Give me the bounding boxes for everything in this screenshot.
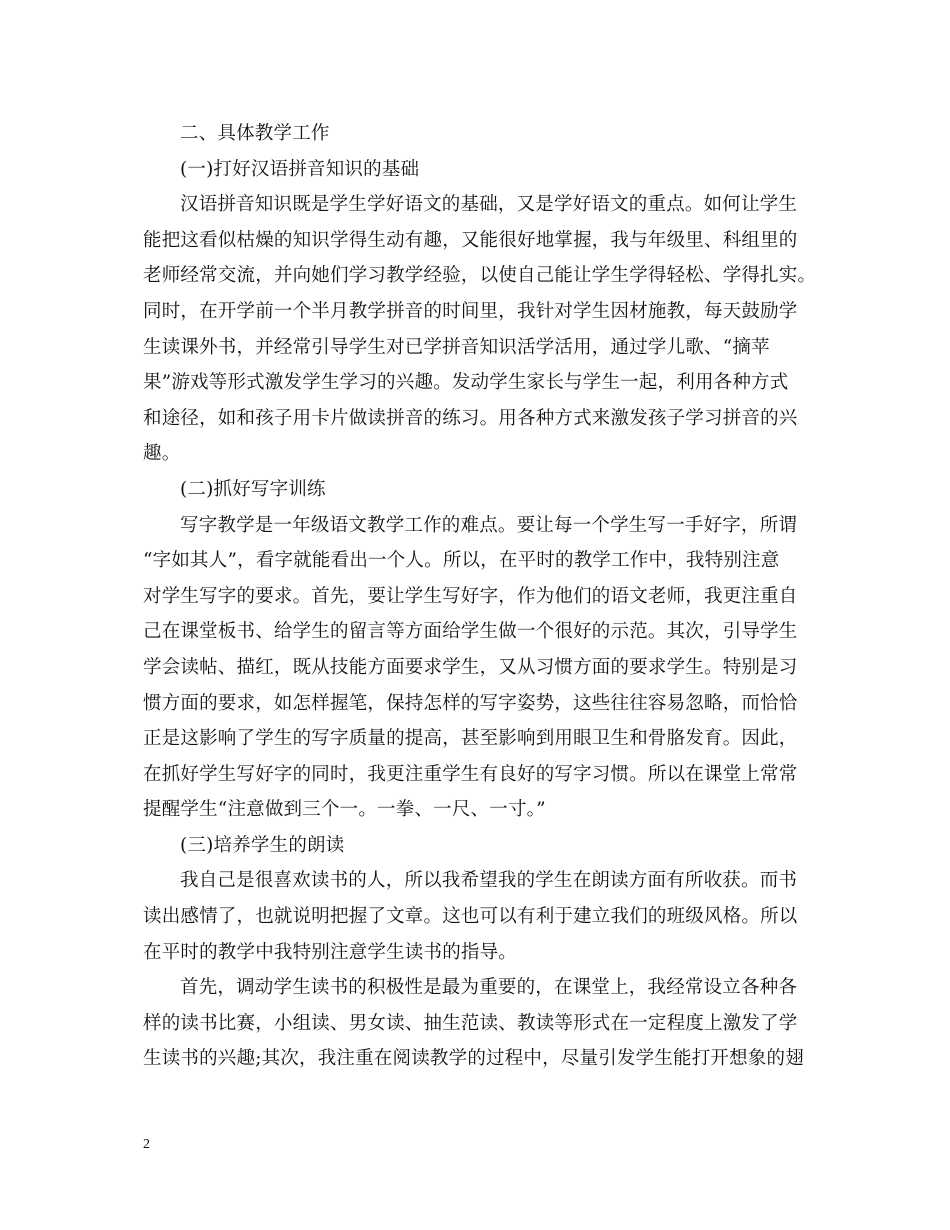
text-line: 首先，调动学生读书的积极性是最为重要的，在课堂上，我经常设立各种各 xyxy=(180,977,798,999)
text-line: (一)打好汉语拼音知识的基础 xyxy=(180,158,420,180)
text-line: 生读书的兴趣;其次，我注重在阅读教学的过程中，尽量引发学生能打开想象的翅 xyxy=(143,1048,804,1070)
text-line: 汉语拼音知识既是学生学好语文的基础，又是学好语文的重点。如何让学生 xyxy=(180,194,798,216)
text-line: 生读课外书，并经常引导学生对已学拼音知识活学活用，通过学儿歌、“摘苹 xyxy=(143,336,770,358)
text-line: 正是这影响了学生的写字质量的提高，甚至影响到用眼卫生和骨胳发育。因此， xyxy=(143,728,798,750)
text-line: 学会读帖、描红，既从技能方面要求学生，又从习惯方面的要求学生。特别是习 xyxy=(143,656,798,678)
text-line: 提醒学生“注意做到三个一。一拳、一尺、一寸。” xyxy=(143,799,546,821)
text-line: 老师经常交流，并向她们学习教学经验，以使自己能让学生学得轻松、学得扎实。 xyxy=(143,265,817,287)
text-line: 和途径，如和孩子用卡片做读拼音的练习。用各种方式来激发孩子学习拼音的兴 xyxy=(143,407,798,429)
text-line: 趣。 xyxy=(143,443,181,465)
text-line: (三)培养学生的朗读 xyxy=(180,834,345,856)
text-line: 能把这看似枯燥的知识学得生动有趣，又能很好地掌握，我与年级里、科组里的 xyxy=(143,229,798,251)
page-number: 2 xyxy=(143,1137,150,1152)
text-line: 在平时的教学中我特别注意学生读书的指导。 xyxy=(143,941,518,963)
text-line: 果”游戏等形式激发学生学习的兴趣。发动学生家长与学生一起，利用各种方式 xyxy=(143,372,789,394)
text-line: 惯方面的要求，如怎样握笔，保持怎样的写字姿势，这些往往容易忽略，而恰恰 xyxy=(143,692,798,714)
text-line: 写字教学是一年级语文教学工作的难点。要让每一个学生写一手好字，所谓 xyxy=(180,514,798,536)
text-line: 在抓好学生写好字的同时，我更注重学生有良好的写字习惯。所以在课堂上常常 xyxy=(143,763,798,785)
text-line: “字如其人”，看字就能看出一个人。所以，在平时的教学工作中，我特别注意 xyxy=(143,550,780,572)
text-line: 我自己是很喜欢读书的人，所以我希望我的学生在朗读方面有所收获。而书 xyxy=(180,870,798,892)
text-line: 读出感情了，也就说明把握了文章。这也可以有利于建立我们的班级风格。所以 xyxy=(143,906,798,928)
text-line: 二、具体教学工作 xyxy=(180,123,330,144)
text-line: 同时，在开学前一个半月教学拼音的时间里，我针对学生因材施教，每天鼓励学 xyxy=(143,300,798,322)
text-line: (二)抓好写字训练 xyxy=(180,478,326,500)
document-body xyxy=(143,116,817,1077)
text-line: 对学生写字的要求。首先，要让学生写好字，作为他们的语文老师，我更注重自 xyxy=(143,585,798,607)
text-line: 样的读书比赛，小组读、男女读、抽生范读、教读等形式在一定程度上激发了学 xyxy=(143,1012,798,1034)
text-line: 己在课堂板书、给学生的留言等方面给学生做一个很好的示范。其次，引导学生 xyxy=(143,621,798,643)
